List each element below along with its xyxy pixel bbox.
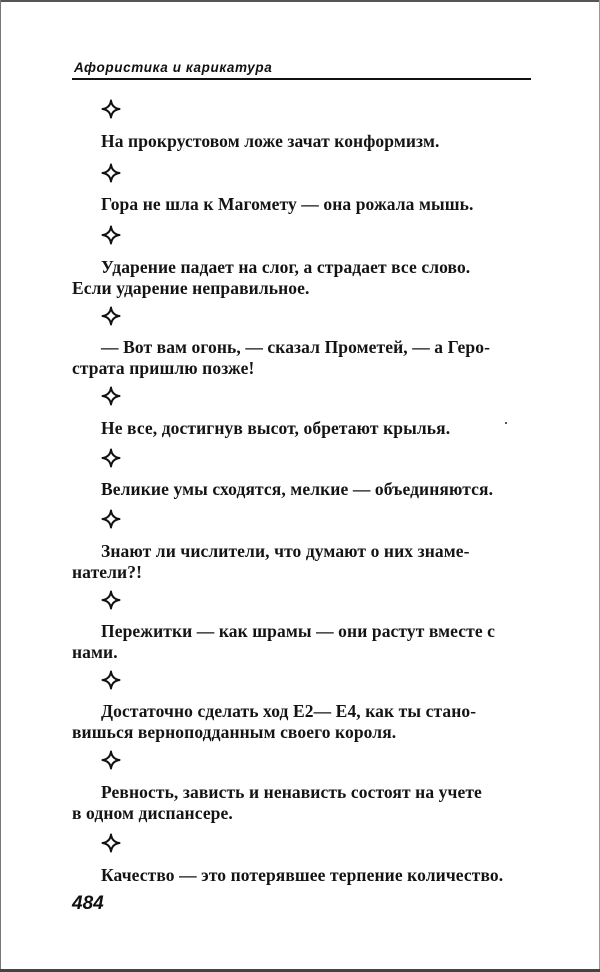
- four-point-star-icon: [101, 448, 121, 468]
- four-point-star-icon: [101, 386, 121, 406]
- running-header: Афористика и карикатура: [74, 60, 273, 75]
- four-point-star-icon: [101, 225, 121, 245]
- aphorism: [72, 701, 533, 743]
- aphorism-line: Достаточно сделать ход Е2— Е4, как ты стано-: [101, 701, 477, 721]
- aphorism-line: На прокрустовом ложе зачат конформизм.: [101, 131, 440, 151]
- aphorism: [101, 479, 533, 500]
- aphorism: [101, 865, 533, 886]
- four-point-star-icon: [101, 163, 121, 183]
- print-speck: [505, 422, 507, 424]
- aphorism: [101, 131, 533, 152]
- aphorism-line: Ревность, зависть и ненависть состоят на учете: [101, 782, 482, 802]
- aphorism-line: Пережитки — как шрамы — они растут вместе с: [101, 621, 496, 641]
- aphorism-line: в одном диспансере.: [72, 803, 233, 823]
- aphorism: [72, 257, 533, 299]
- four-point-star-icon: [101, 306, 121, 326]
- aphorism: [72, 621, 533, 663]
- aphorism-line: страта пришлю позже!: [72, 358, 255, 378]
- aphorism-line: Качество — это потерявшее терпение количество.: [101, 865, 504, 885]
- aphorism-line: Гора не шла к Магомету — она рожала мышь.: [101, 194, 474, 214]
- aphorism-line: Ударение падает на слог, а страдает все слово.: [101, 257, 471, 277]
- page-number: 484: [72, 893, 104, 914]
- aphorism-line: Великие умы сходятся, мелкие — объединяются.: [101, 479, 494, 499]
- aphorism-line: натели?!: [72, 562, 143, 582]
- aphorism: [72, 337, 533, 379]
- four-point-star-icon: [101, 750, 121, 770]
- aphorism-line: Не все, достигнув высот, обретают крылья.: [101, 418, 451, 438]
- four-point-star-icon: [101, 99, 121, 119]
- four-point-star-icon: [101, 590, 121, 610]
- four-point-star-icon: [101, 670, 121, 690]
- aphorism-line: вишься верноподданным своего короля.: [72, 722, 397, 742]
- aphorism: [72, 541, 533, 583]
- four-point-star-icon: [101, 509, 121, 529]
- aphorism-line: — Вот вам огонь, — сказал Прометей, — а Геро-: [101, 337, 490, 357]
- aphorism: [101, 194, 533, 215]
- aphorism: [101, 418, 533, 439]
- four-point-star-icon: [101, 833, 121, 853]
- aphorism-line: Знают ли числители, что думают о них знаме-: [101, 541, 470, 561]
- aphorism-line: Если ударение неправильное.: [72, 278, 310, 298]
- aphorism: [72, 782, 533, 824]
- aphorism-line: нами.: [72, 642, 118, 662]
